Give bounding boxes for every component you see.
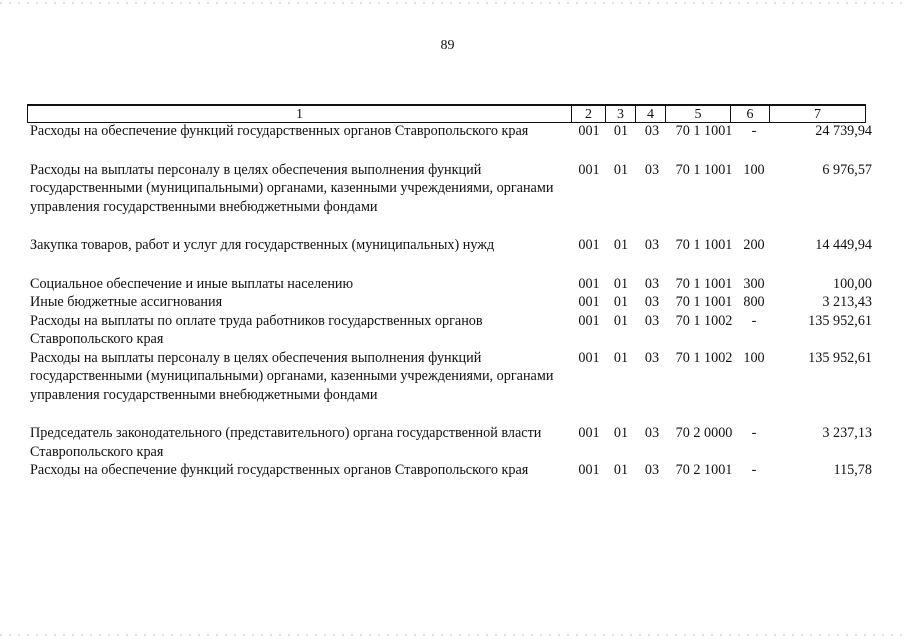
row-code-subsection: 03	[644, 161, 660, 178]
row-code-ministry: 001	[578, 275, 600, 292]
row-name: Расходы на выплаты персоналу в целях обеспечения выполнения функций государственными (муниципальными) органами, казенными учреждениями, органами управления государственными внебюджетными фондами	[30, 161, 554, 215]
column-header-2: 2	[572, 105, 606, 123]
row-name: Социальное обеспечение и иные выплаты населению	[30, 275, 354, 292]
row-code-expense-type: 100	[743, 161, 765, 178]
row-code-target: 70 1 1001	[675, 161, 733, 178]
row-code-section: 01	[613, 312, 629, 329]
page-number: 89	[440, 38, 455, 53]
row-name: Закупка товаров, работ и услуг для государственных (муниципальных) нужд	[30, 237, 495, 253]
row-code-ministry: 001	[578, 462, 600, 478]
table-row	[27, 161, 872, 217]
row-code-subsection: 03	[644, 349, 660, 366]
column-header-6: 6	[731, 105, 770, 123]
row-code-target: 70 2 0000	[675, 425, 733, 441]
row-amount: 115,78	[833, 462, 872, 478]
row-code-subsection: 03	[644, 312, 660, 329]
table-row	[27, 424, 872, 461]
row-amount: 135 952,61	[808, 349, 872, 366]
row-code-ministry: 001	[578, 425, 600, 441]
row-code-section: 01	[613, 294, 629, 310]
row-name: Иные бюджетные ассигнования	[30, 294, 223, 310]
row-code-expense-type: 100	[743, 349, 765, 366]
row-code-section: 01	[613, 275, 629, 292]
row-amount: 6 976,57	[822, 161, 872, 178]
row-code-subsection: 03	[644, 275, 660, 292]
table-row	[27, 461, 872, 480]
table-row	[27, 122, 872, 141]
row-amount: 14 449,94	[815, 237, 872, 253]
row-code-subsection: 03	[644, 462, 660, 478]
row-code-target: 70 2 1001	[675, 462, 733, 478]
row-name: Председатель законодательного (представительного) органа государственной власти Ставропольского края	[30, 425, 542, 460]
row-code-target: 70 1 1002	[675, 312, 733, 329]
table-row	[27, 349, 872, 405]
row-code-target: 70 1 1001	[675, 275, 733, 292]
row-amount: 3 213,43	[822, 294, 872, 310]
table-row	[27, 312, 872, 349]
column-header-1: 1	[28, 105, 572, 123]
column-header-4: 4	[636, 105, 666, 123]
row-amount: 24 739,94	[815, 123, 872, 139]
budget-table-body	[27, 122, 872, 480]
row-amount: 135 952,61	[808, 312, 872, 329]
table-row	[27, 293, 872, 312]
row-code-ministry: 001	[578, 349, 600, 366]
row-code-section: 01	[613, 349, 629, 366]
column-header-3: 3	[606, 105, 636, 123]
row-code-expense-type: -	[751, 462, 757, 478]
row-code-target: 70 1 1001	[675, 123, 733, 139]
row-code-subsection: 03	[644, 237, 660, 253]
row-code-ministry: 001	[578, 123, 600, 139]
row-name: Расходы на выплаты по оплате труда работников государственных органов Ставропольского края	[30, 312, 483, 347]
row-code-subsection: 03	[644, 294, 660, 310]
row-code-target: 70 1 1001	[675, 237, 733, 253]
scan-artifact-bottom	[0, 634, 905, 636]
row-code-expense-type: -	[751, 312, 757, 329]
row-name: Расходы на обеспечение функций государственных органов Ставропольского края	[30, 123, 529, 139]
row-amount: 100,00	[832, 275, 872, 292]
row-code-subsection: 03	[644, 123, 660, 139]
row-code-expense-type: -	[751, 123, 757, 139]
column-header-7: 7	[770, 105, 866, 123]
row-code-ministry: 001	[578, 237, 600, 253]
column-header-table	[27, 104, 866, 123]
row-code-expense-type: 300	[743, 275, 765, 292]
row-code-expense-type: -	[751, 425, 757, 441]
column-header-5: 5	[666, 105, 731, 123]
row-code-expense-type: 800	[743, 294, 765, 310]
row-code-ministry: 001	[578, 312, 600, 329]
scan-artifact-top	[0, 2, 905, 4]
row-code-target: 70 1 1001	[675, 294, 733, 310]
row-code-target: 70 1 1002	[675, 349, 733, 366]
row-code-expense-type: 200	[743, 237, 765, 253]
table-row	[27, 275, 872, 294]
row-code-section: 01	[613, 161, 629, 178]
row-code-section: 01	[613, 425, 629, 441]
row-name: Расходы на обеспечение функций государственных органов Ставропольского края	[30, 462, 529, 478]
row-amount: 3 237,13	[822, 425, 872, 441]
row-code-section: 01	[613, 462, 629, 478]
row-code-section: 01	[613, 123, 629, 139]
table-row	[27, 236, 872, 255]
row-code-ministry: 001	[578, 161, 600, 178]
row-code-subsection: 03	[644, 425, 660, 441]
row-code-ministry: 001	[578, 294, 600, 310]
row-name: Расходы на выплаты персоналу в целях обеспечения выполнения функций государственными (муниципальными) органами, казенными учреждениями, органами управления государственными внебюджетными фондами	[30, 349, 554, 403]
row-code-section: 01	[613, 237, 629, 253]
